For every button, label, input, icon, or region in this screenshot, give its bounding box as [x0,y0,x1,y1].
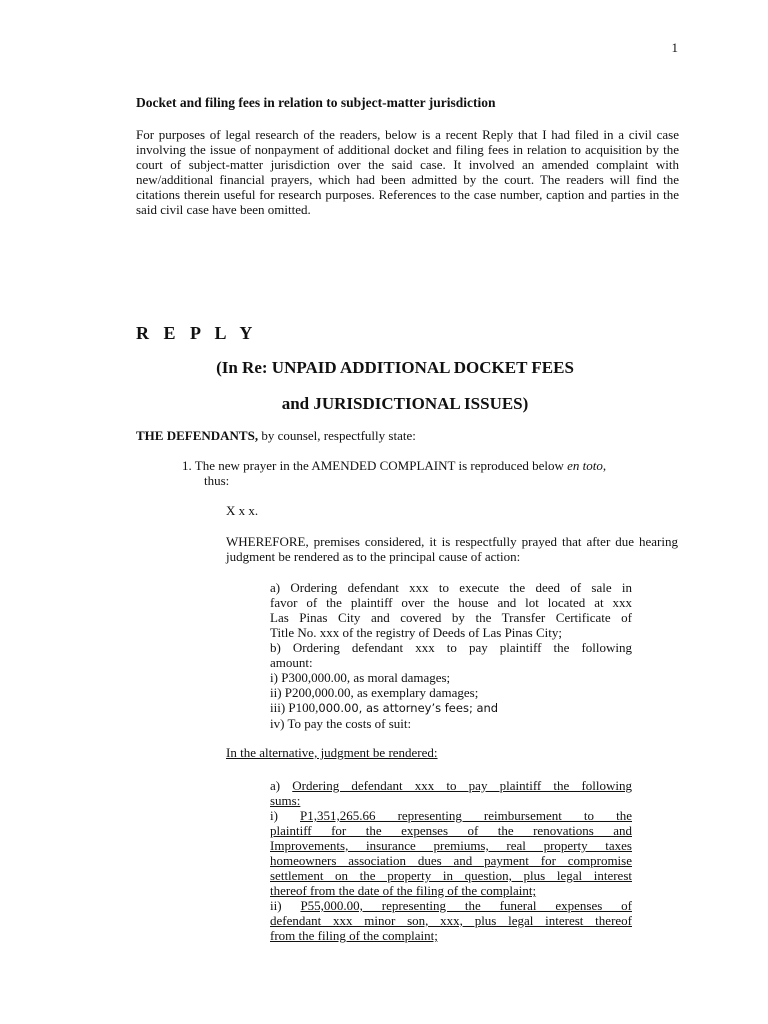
alt-prayer-a-prefix: a) [270,778,293,793]
alt-prayer-ii-line: defendant xxx minor son, xxx, plus legal interest thereof [270,913,632,928]
defendants-label: THE DEFENDANTS, [136,428,259,443]
prayer-a-line: Title No. xxx of the registry of Deeds of Las Pinas City; [270,625,562,640]
item-continuation: thus: [204,473,230,488]
alt-prayer-ii-line [270,898,632,913]
prayer-b-line: amount: [270,655,313,670]
subtitle-line-1: (In Re: UNPAID ADDITIONAL DOCKET FEES [216,358,574,377]
prayer-item-iii-part1: iii) P100, [270,700,319,715]
omission-marker: X x x. [226,503,259,518]
prayer-a-line: a) Ordering defendant xxx to execute the deed of sale in [270,580,632,595]
alt-prayer-a-line [270,778,632,793]
alt-prayer-i-line: plaintiff for the expenses of the renovations and [270,823,632,838]
prayer-a-line: Las Pinas City and covered by the Transfer Certificate of [270,610,632,625]
item-text-end: , [602,458,607,473]
item-italic: en toto [567,458,603,473]
defendants-statement [136,428,676,443]
primary-prayer-list [270,580,632,731]
alt-prayer-i-text: P1,351,265.66 representing reimbursement to the [300,808,632,823]
alt-prayer-i-line: homeowners association dues and payment for compromise [270,853,632,868]
alt-prayer-i-line [270,808,632,823]
alternative-heading: In the alternative, judgment be rendered: [226,745,438,760]
alternative-prayer-list [270,778,632,943]
item-text: The new prayer in the AMENDED COMPLAINT is reproduced below [194,458,568,473]
defendants-text: by counsel, respectfully state: [258,428,416,443]
alt-prayer-i-line: Improvements, insurance premiums, real property taxes [270,838,632,853]
alt-prayer-i-line: settlement on the property in question, plus legal interest [270,868,632,883]
alt-prayer-ii-line: from the filing of the complaint; [270,928,438,943]
subtitle-line-2: and JURISDICTIONAL ISSUES) [281,394,529,413]
prayer-a-line: favor of the plaintiff over the house and lot located at xxx [270,595,632,610]
document-heading: Docket and filing fees in relation to subject-matter jurisdiction [136,95,496,110]
alt-prayer-i-prefix: i) [270,808,301,823]
prayer-item-iv: iv) To pay the costs of suit: [270,716,412,731]
reply-title: R E P L Y [136,323,258,343]
wherefore-paragraph: WHEREFORE, premises considered, it is respectfully prayed that after due hearing judgment be rendered as to the principal cause of action: [226,534,678,564]
alt-prayer-i-line: thereof from the date of the filing of the complaint; [270,883,537,898]
prayer-b-line: b) Ordering defendant xxx to pay plaintiff the following [270,640,632,655]
intro-paragraph: For purposes of legal research of the readers, below is a recent Reply that I had filed in a civil case involving the issue of nonpayment of additional docket and filing fees in relation to acquisition by the court of subject-matter jurisdiction over the said case. It involved an amended complaint with new/additional financial prayers, which had been admitted by the court. The readers will find the citations therein useful for research purposes. References to the case number, caption and parties in the said civil case have been omitted. [136,127,679,217]
prayer-item-ii: ii) P200,000.00, as exemplary damages; [270,685,479,700]
prayer-item-i: i) P300,000.00, as moral damages; [270,670,451,685]
item-number: 1. [182,458,192,473]
alt-prayer-a-line: sums: [270,793,301,808]
alt-prayer-ii-text: P55,000.00, representing the funeral expenses of [300,898,632,913]
prayer-item-iii-part2: 000.00, as attorney’s fees; and [318,701,499,715]
page-number: 1 [671,40,678,55]
prayer-item-iii [270,700,632,716]
numbered-item-1 [182,458,672,488]
alt-prayer-ii-prefix: ii) [270,898,301,913]
alt-prayer-a-text: Ordering defendant xxx to pay plaintiff the following [292,778,632,793]
